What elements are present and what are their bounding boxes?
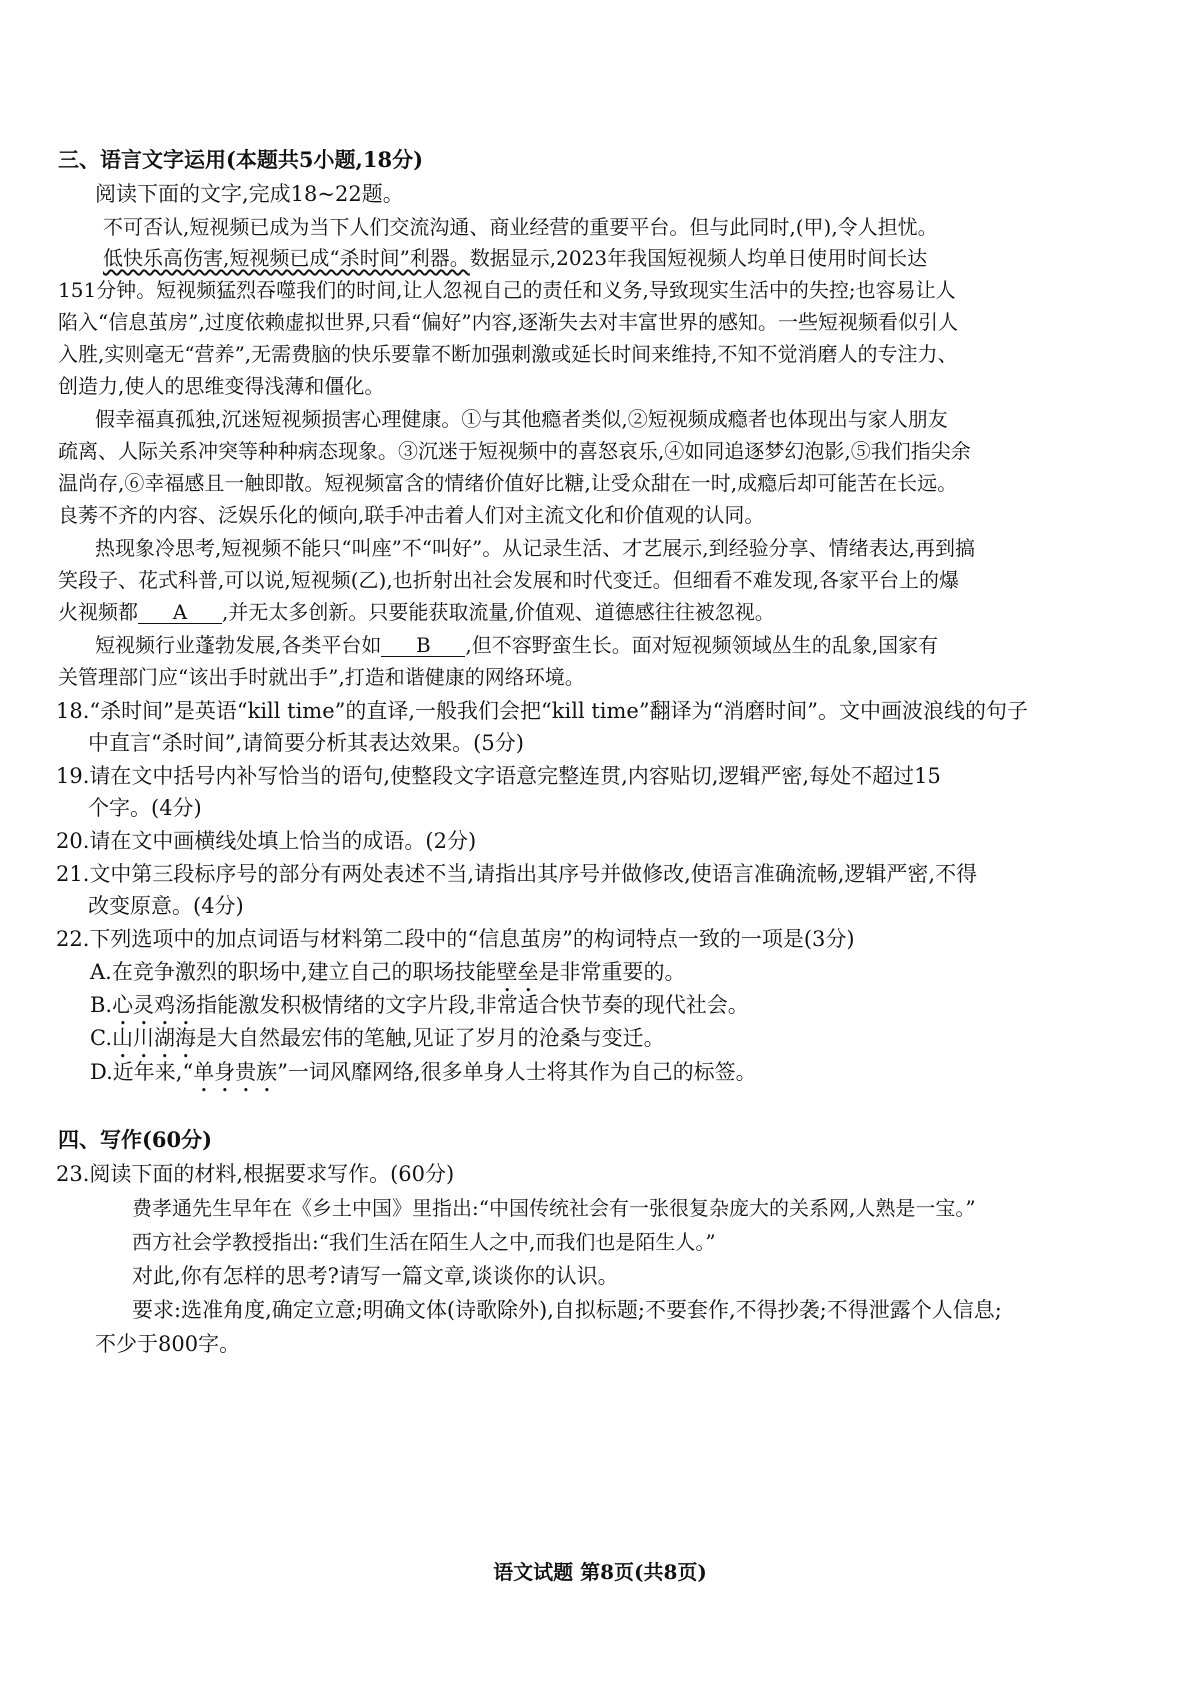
dotted-word: 心灵鸡汤 xyxy=(112,993,197,1017)
option-text: 指能激发积极情绪的文字片段,非常适合快节奏的现代社会。 xyxy=(196,993,749,1017)
passage-line: 热现象冷思考,短视频不能只“叫座”不“叫好”。从记录生活、才艺展示,到经验分享、情绪表达,再到搞 xyxy=(95,536,975,560)
option-text: 是大自然最宏伟的笔触,见证了岁月的沧桑与变迁。 xyxy=(196,1026,665,1050)
dotted-word: 单身贵族 xyxy=(193,1060,278,1084)
question-20: 20.请在文中画横线处填上恰当的成语。(2分) xyxy=(56,829,477,853)
page-footer: 语文试题 第8页(共8页) xyxy=(493,1560,707,1584)
material-line: 费孝通先生早年在《乡土中国》里指出:“中国传统社会有一张很复杂庞大的关系网,人熟是一宝。” xyxy=(132,1196,976,1220)
passage-line: 疏离、人际关系冲突等种种病态现象。③沉迷于短视频中的喜怒哀乐,④如同追逐梦幻泡影,⑤我们指尖余 xyxy=(58,439,971,463)
passage-line xyxy=(95,631,938,659)
passage-line: 关管理部门应“该出手时就出手”,打造和谐健康的网络环境。 xyxy=(58,665,585,689)
material-line: 西方社会学教授指出:“我们生活在陌生人之中,而我们也是陌生人。” xyxy=(132,1230,716,1254)
requirement-line: 要求:选准角度,确定立意;明确文体(诗歌除外),自拟标题;不要套作,不得抄袭;不得泄露个人信息; xyxy=(132,1298,1002,1322)
passage-line: 入胜,实则毫无“营养”,无需费脑的快乐要靠不断加强刺激或延长时间来维持,不知不觉消磨人的专注力、 xyxy=(58,342,958,366)
dotted-word: 山川湖海 xyxy=(112,1026,196,1050)
dotted-word: 壁垒 xyxy=(496,960,539,984)
question-18: 18.“杀时间”是英语“kill time”的直译,一般我们会把“kill time”翻译为“消磨时间”。文中画波浪线的句子 xyxy=(56,699,1029,723)
prompt-line: 对此,你有怎样的思考?请写一篇文章,谈谈你的认识。 xyxy=(132,1264,619,1288)
question-21: 21.文中第三段标序号的部分有两处表述不当,请指出其序号并做修改,使语言准确流畅,逻辑严密,不得 xyxy=(56,862,978,886)
passage-line xyxy=(103,244,927,272)
option-text: A.在竞争激烈的职场中,建立自己的职场技能 xyxy=(90,960,497,984)
blank-b: B xyxy=(381,634,465,657)
option-text: D.近年来,“ xyxy=(90,1060,194,1084)
blank-a: A xyxy=(138,601,222,624)
passage-line: 温尚存,⑥幸福感且一触即散。短视频富含的情绪价值好比糖,让受众甜在一时,成瘾后却可能苦在长远。 xyxy=(58,471,958,495)
passage-line: 151分钟。短视频猛烈吞噬我们的时间,让人忽视自己的责任和义务,导致现实生活中的失控;也容易让人 xyxy=(58,278,956,302)
passage-text: ,并无太多创新。只要能获取流量,价值观、道德感往往被忽视。 xyxy=(222,600,775,624)
question-18-cont: 中直言“杀时间”,请简要分析其表达效果。(5分) xyxy=(88,731,524,755)
passage-line: 笑段子、花式科普,可以说,短视频(乙),也折射出社会发展和时代变迁。但细看不难发现,各家平台上的爆 xyxy=(58,568,960,592)
option-text: 是非常重要的。 xyxy=(538,960,686,984)
question-23: 23.阅读下面的材料,根据要求写作。(60分) xyxy=(56,1162,455,1186)
option-d xyxy=(90,1058,757,1097)
passage-line: 陷入“信息茧房”,过度依赖虚拟世界,只看“偏好”内容,逐渐失去对丰富世界的感知。一些短视频看似引人 xyxy=(58,310,958,334)
passage-line: 良莠不齐的内容、泛娱乐化的倾向,联手冲击着人们对主流文化和价值观的认同。 xyxy=(58,503,765,527)
passage-line: 创造力,使人的思维变得浅薄和僵化。 xyxy=(58,374,385,398)
passage-text: 火视频都 xyxy=(58,600,138,624)
section-title: 三、语言文字运用(本题共5小题,18分) xyxy=(58,147,424,172)
question-21-cont: 改变原意。(4分) xyxy=(88,894,244,918)
wavy-underlined-sentence: 低快乐高伤害,短视频已成“杀时间”利器。 xyxy=(103,246,470,270)
question-22: 22.下列选项中的加点词语与材料第二段中的“信息茧房”的构词特点一致的一项是(3分) xyxy=(56,927,855,951)
question-19-cont: 个字。(4分) xyxy=(88,796,202,820)
section-title: 四、写作(60分) xyxy=(58,1127,213,1152)
passage-text: ,但不容野蛮生长。面对短视频领域丛生的乱象,国家有 xyxy=(465,633,939,657)
requirement-line: 不少于800字。 xyxy=(95,1332,241,1356)
passage-line: 假幸福真孤独,沉迷短视频损害心理健康。①与其他瘾者类似,②短视频成瘾者也体现出与家人朋友 xyxy=(95,407,948,431)
passage-line xyxy=(58,598,775,626)
question-19: 19.请在文中括号内补写恰当的语句,使整段文字语意完整连贯,内容贴切,逻辑严密,每处不超过15 xyxy=(56,764,941,788)
passage-text: 短视频行业蓬勃发展,各类平台如 xyxy=(95,633,382,657)
option-text: ”一词风靡网络,很多单身人士将其作为自己的标签。 xyxy=(277,1060,757,1084)
option-text: B. xyxy=(90,993,113,1017)
passage-line: 不可否认,短视频已成为当下人们交流沟通、商业经营的重要平台。但与此同时,(甲),令人担忧。 xyxy=(103,215,938,239)
section-intro: 阅读下面的文字,完成18~22题。 xyxy=(95,182,404,206)
option-text: C. xyxy=(90,1026,112,1050)
passage-text: 数据显示,2023年我国短视频人均单日使用时间长达 xyxy=(469,246,928,270)
